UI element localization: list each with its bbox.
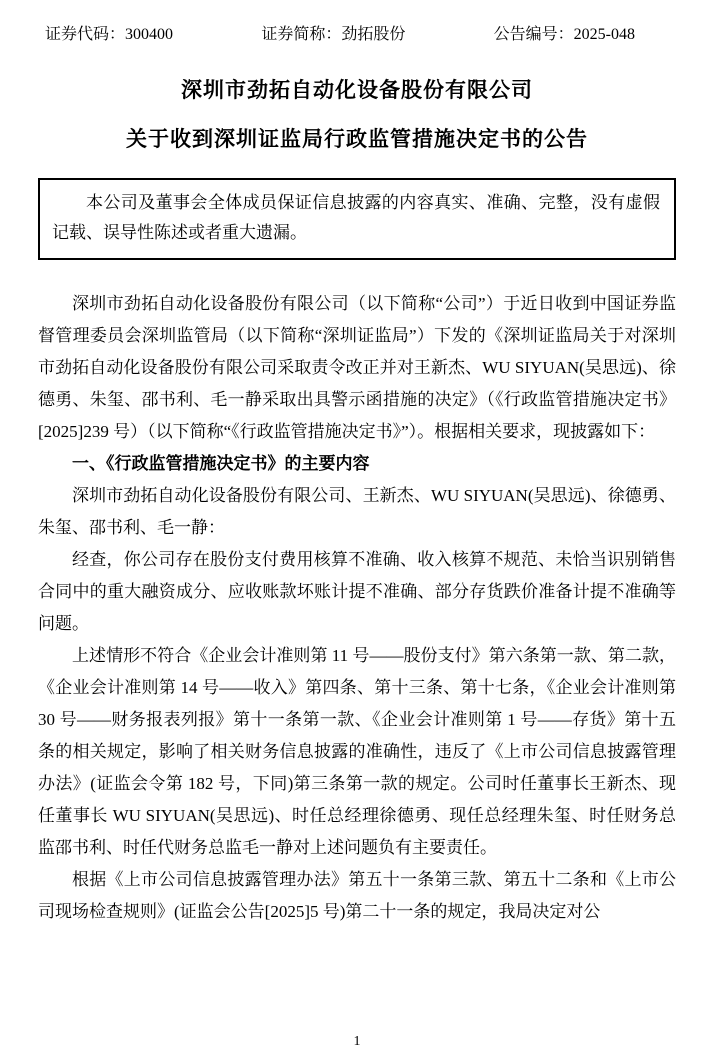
announcement-number: 公告编号：2025-048	[493, 26, 635, 43]
disclosure-statement-box	[38, 178, 676, 260]
page-number: 1	[353, 1034, 361, 1049]
stock-code: 证券代码：300400	[45, 26, 174, 43]
stock-name: 证券简称：劲拓股份	[261, 26, 406, 43]
document-content	[0, 178, 714, 928]
document-body	[38, 288, 676, 928]
document-header	[0, 0, 714, 46]
company-title: 深圳市劲拓自动化设备股份有限公司	[181, 78, 533, 102]
announcement-title: 关于收到深圳证监局行政监管措施决定书的公告	[126, 127, 588, 151]
paragraph-decision: 根据《上市公司信息披露管理办法》第五十一条第三款、第五十二条和《上市公司现场检查规则》(证监会公告[2025]5 号)第二十一条的规定，我局决定对公	[38, 870, 676, 921]
paragraph-violations: 上述情形不符合《企业会计准则第 11 号——股份支付》第六条第一款、第二款，《企业会计准则第 14 号——收入》第四条、第十三条、第十七条，《企业会计准则第 30 号——财务报表列报》第十一条第一款、《企业会计准则第 1 号——存货》第十五条的相关规定，影响了相关财务信息披露的准确性，违反了《上市公司信息披露管理办法》(证监会令第 182 号，下同)第三条第一款的规定。公司时任董事长王新杰、现任董事长 WU SIYUAN(吴思远)、时任总经理徐德勇、现任总经理朱玺、时任财务总监邵书利、时任代财务总监毛一静对上述问题负有主要责任。	[38, 646, 676, 857]
paragraph-findings: 经查，你公司存在股份支付费用核算不准确、收入核算不规范、未恰当识别销售合同中的重大融资成分、应收账款坏账计提不准确、部分存货跌价准备计提不准确等问题。	[38, 550, 676, 633]
disclosure-statement-text: 本公司及董事会全体成员保证信息披露的内容真实、准确、完整，没有虚假记载、误导性陈述或者重大遗漏。	[52, 193, 660, 242]
section-1-heading: 一、《行政监管措施决定书》的主要内容	[72, 454, 370, 473]
paragraph-intro: 深圳市劲拓自动化设备股份有限公司（以下简称“公司”）于近日收到中国证券监督管理委员会深圳监管局（以下简称“深圳证监局”）下发的《深圳证监局关于对深圳市劲拓自动化设备股份有限公司采取责令改正并对王新杰、WU SIYUAN(吴思远)、徐德勇、朱玺、邵书利、毛一静采取出具警示函措施的决定》（《行政监管措施决定书》[2025]239 号）（以下简称“《行政监管措施决定书》”）。根据相关要求，现披露如下：	[38, 294, 676, 441]
paragraph-addressees: 深圳市劲拓自动化设备股份有限公司、王新杰、WU SIYUAN(吴思远)、徐德勇、朱玺、邵书利、毛一静：	[38, 486, 676, 537]
